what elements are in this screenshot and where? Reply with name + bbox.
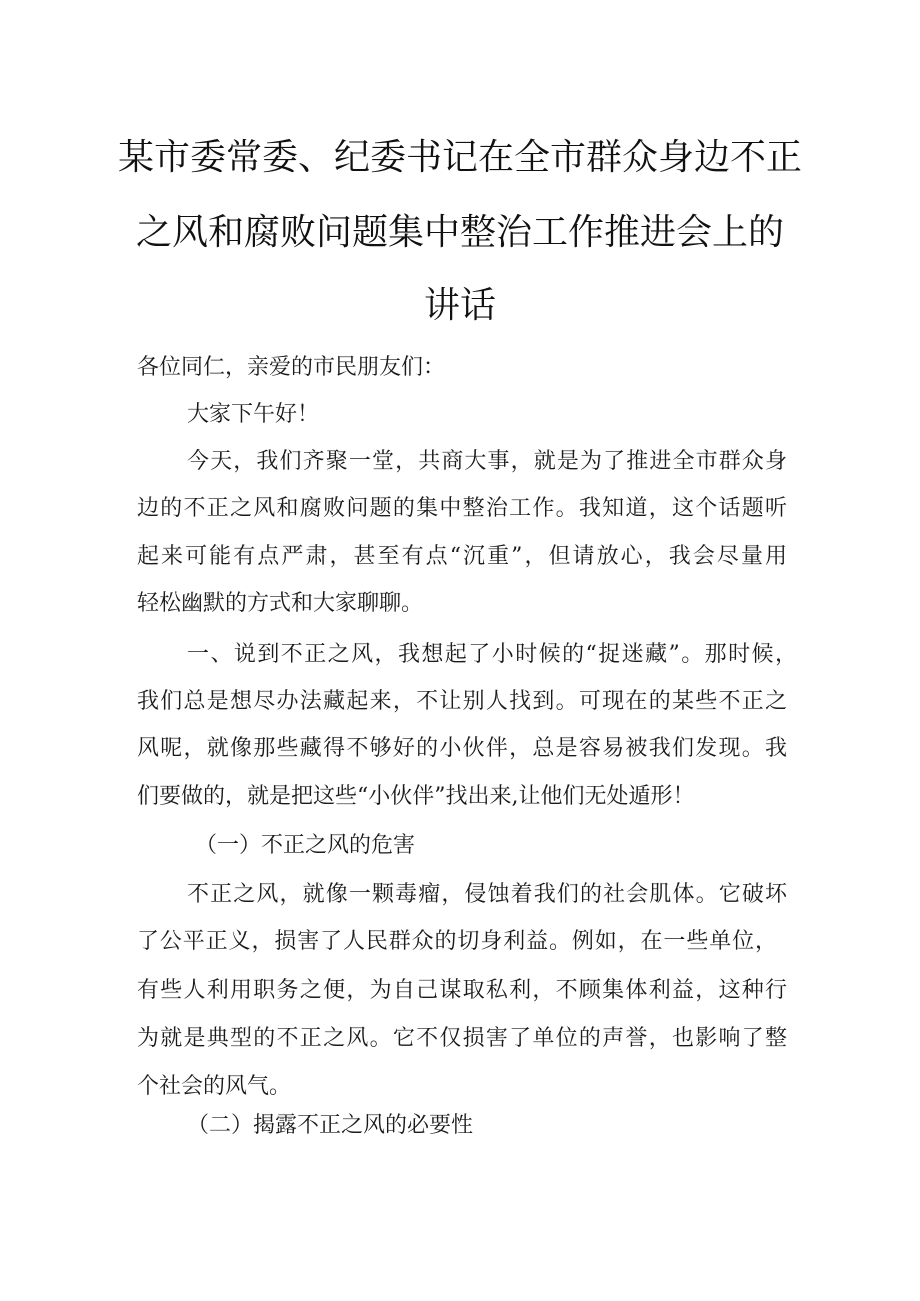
paragraph-harm-line: 了公平正义，损害了人民群众的切身利益。例如，在一些单位， <box>137 929 777 954</box>
subheading-necessity: （二）揭露不正之风的必要性 <box>187 1113 474 1138</box>
section-one-line: 我们总是想尽办法藏起来，不让别人找到。可现在的某些不正之 <box>137 689 787 714</box>
paragraph-intro-line: 边的不正之风和腐败问题的集中整治工作。我知道，这个话题听 <box>137 496 787 521</box>
paragraph-intro-line: 轻松幽默的方式和大家聊聊。 <box>137 591 424 616</box>
paragraph-harm-line: 为就是典型的不正之风。它不仅损害了单位的声誉，也影响了整 <box>137 1026 787 1051</box>
paragraph-intro-line: 起来可能有点严肃，甚至有点“沉重”，但请放心，我会尽量用 <box>137 544 787 569</box>
document-title-line-2: 之风和腐败问题集中整治工作推进会上的 <box>135 212 784 253</box>
document-title-line-3: 讲话 <box>423 285 496 326</box>
document-title-line-1: 某市委常委、纪委书记在全市群众身边不正 <box>117 137 802 178</box>
paragraph-harm-line: 个社会的风气。 <box>137 1074 292 1099</box>
paragraph-intro-line: 今天，我们齐聚一堂，共商大事，就是为了推进全市群众身 <box>187 449 787 474</box>
section-one-line: 风呢，就像那些藏得不够好的小伙伴，总是容易被我们发现。我 <box>137 736 787 761</box>
greeting: 大家下午好！ <box>187 402 320 427</box>
section-one-line: 们要做的，就是把这些“小伙伴”找出来,让他们无处遁形！ <box>137 784 695 809</box>
paragraph-harm-line: 有些人利用职务之便，为自己谋取私利，不顾集体利益，这种行 <box>137 978 787 1003</box>
section-one-line: 一、说到不正之风，我想起了小时候的“捉迷藏”。那时候， <box>187 642 797 667</box>
salutation: 各位同仁，亲爱的市民朋友们： <box>137 355 446 380</box>
paragraph-harm-line: 不正之风，就像一颗毒瘤，侵蚀着我们的社会肌体。它破坏 <box>187 882 787 907</box>
subheading-harm: （一）不正之风的危害 <box>195 833 416 858</box>
